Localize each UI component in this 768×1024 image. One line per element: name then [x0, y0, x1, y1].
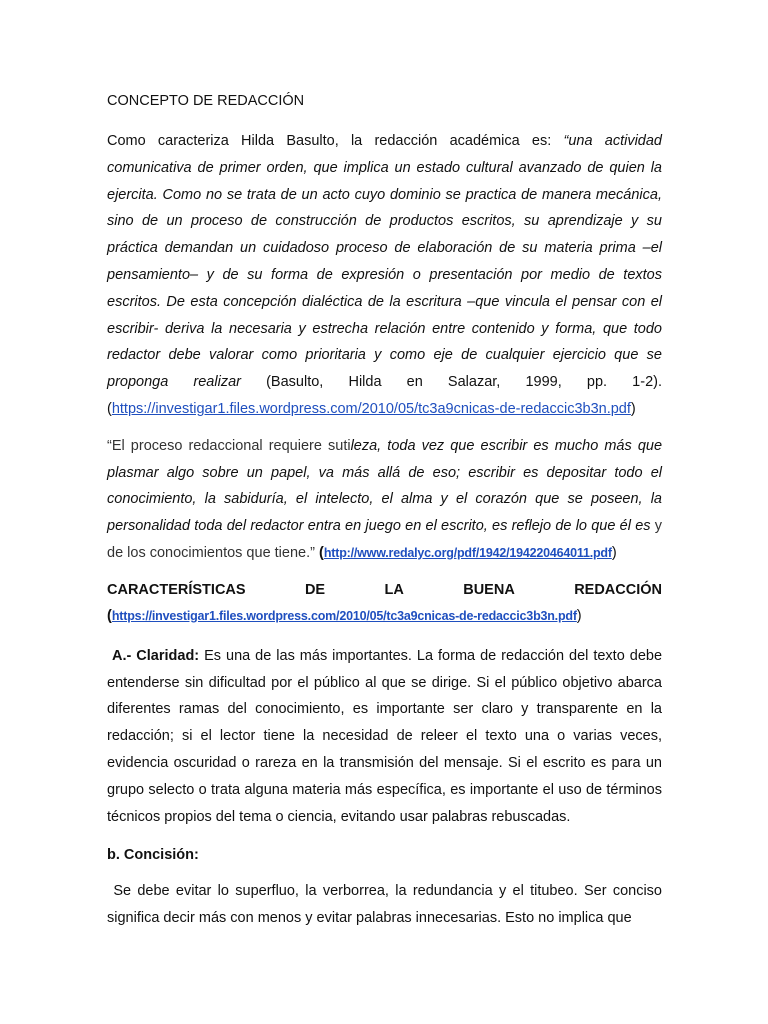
definition-intro: Como caracteriza Hilda Basulto, la redacción académica es:	[107, 133, 564, 149]
quote-main: leza, toda vez que escribir es mucho más que plasmar algo sobre un papel, va más allá de eso; escribir es depositar todo el conocimiento, la sabiduría, el intelecto, el alma y el corazón que se poseen, la personalidad toda del redactor entra en juego en el escrito, es reflejo de lo que él es	[107, 437, 663, 535]
paragraph-claridad	[107, 643, 662, 831]
quote-start: “El proceso redaccional requiere suti	[107, 437, 351, 454]
claridad-label: A.- Claridad:	[111, 647, 200, 664]
section-heading	[107, 577, 662, 629]
quote-close: )	[611, 544, 617, 561]
heading-word: CARACTERÍSTICAS	[107, 581, 246, 598]
concision-heading: b. Concisión:	[107, 847, 199, 864]
concision-text: Se debe evitar lo superfluo, la verborrea, la redundancia y el titubeo. Ser conciso significa decir más con menos y evitar palabras innecesarias. Esto no implica que	[107, 883, 662, 927]
claridad-text: Es una de las más importantes. La forma de redacción del texto debe entenderse sin dificultad por el público al que se dirige. Si el público objetivo abarca diferentes ramas del conocimiento, es importante ser claro y transparente en la redacción; si el lector tiene la necesidad de releer el texto una o varias veces, evidencia oscuridad o rareza en la transmisión del mensaje. Si el escrito es para un grupo selecto o trata alguna materia más específica, es importante el uso de términos técnicos propios del tema o ciencia, evitando usar palabras rebuscadas.	[107, 647, 663, 825]
document-page	[107, 88, 662, 932]
paragraph-quote	[107, 433, 662, 567]
heading-word: REDACCIÓN	[574, 581, 662, 598]
heading-word: BUENA	[463, 581, 515, 598]
definition-quote: “una actividad comunicativa de primer orden, que implica un estado cultural avanzado de quien la ejercita. Como no se trata de un acto cuyo dominio se practica de manera mecánica, sino de un proceso de construcción de productos escritos, su aprendizaje y su práctica demandan un cuidadoso proceso de elaboración de su materia prima –el pensamiento– y de su forma de expresión o presentación por medio de textos escritos. De esta concepción dialéctica de la escritura –que vincula el pensar con el escribir- deriva la necesaria y estrecha relación entre contenido y forma, que todo redactor debe valorar como prioritaria y como eje de cualquier ejercicio que se proponga realizar	[107, 133, 662, 391]
heading-close: )	[576, 607, 582, 624]
quote-source-link[interactable]: http://www.redalyc.org/pdf/1942/194220464011.pdf	[323, 545, 612, 560]
paragraph-definition	[107, 128, 662, 423]
heading-source	[107, 603, 662, 629]
quote-open: (	[319, 544, 324, 561]
heading-source-link[interactable]: https://investigar1.files.wordpress.com/2010/05/tc3a9cnicas-de-redaccic3b3n.pdf	[111, 608, 577, 623]
paragraph-concision	[107, 878, 662, 932]
heading-word: DE	[304, 581, 326, 598]
definition-source-link[interactable]: https://investigar1.files.wordpress.com/2010/05/tc3a9cnicas-de-redaccic3b3n.pdf	[111, 400, 631, 417]
document-title: CONCEPTO DE REDACCIÓN	[107, 93, 305, 109]
heading-open: (	[107, 607, 112, 624]
definition-citation: (Basulto, Hilda en Salazar, 1999, pp. 1-2).(	[107, 374, 662, 417]
definition-close: )	[630, 400, 636, 417]
quote-end: y de los conocimientos que tiene.”	[107, 518, 662, 561]
heading-word: LA	[384, 581, 404, 598]
heading-title	[107, 577, 662, 603]
